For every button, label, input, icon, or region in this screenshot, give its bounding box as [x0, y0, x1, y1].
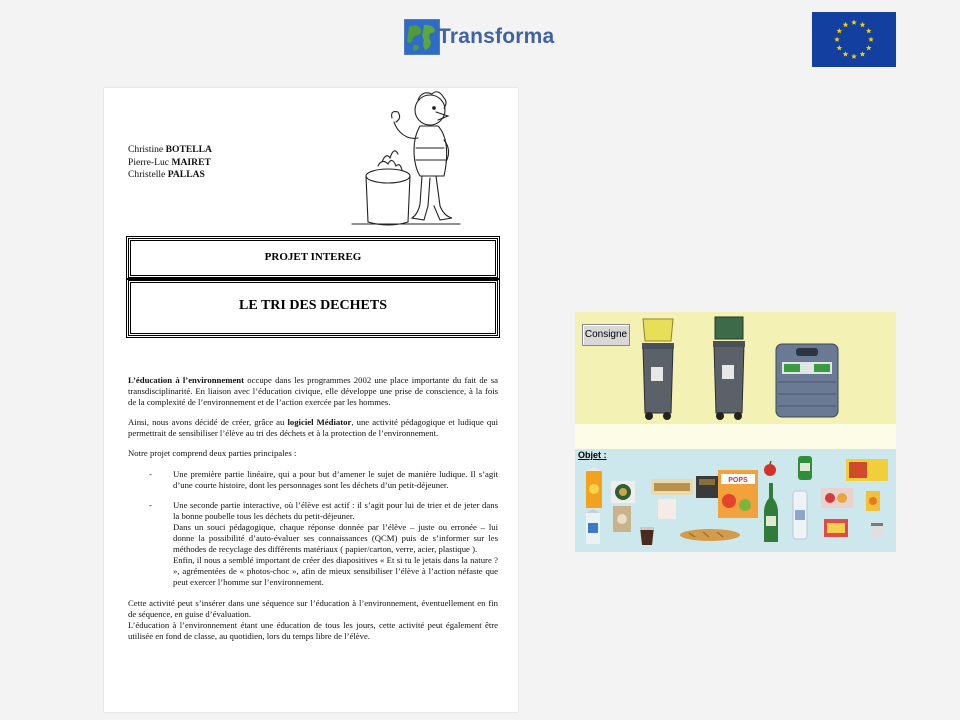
- eu-flag-icon: [812, 12, 896, 67]
- boy-throwing-trash-illustration: [348, 88, 468, 234]
- jar-lid-icon[interactable]: [610, 480, 636, 504]
- apple-icon[interactable]: [763, 461, 777, 477]
- document-page: [104, 88, 518, 712]
- plastic-bottle-icon[interactable]: [791, 490, 809, 540]
- soda-can-icon[interactable]: [797, 455, 813, 481]
- paragraph: L’éducation à l’environnement occupe dans les programmes 2002 une place importante du fait de sa transdisciplinarité. En liaison avec l’éducation civique, elle développe une prise de conscience, à la fois de la complexité de l’environnement et de l’action exercée par les hommes.: [128, 375, 498, 408]
- transforma-logo: [404, 18, 554, 56]
- list-item: - Une première partie linéaire, qui a pour but d’amener le sujet de manière ludique. Il s’agit d’une courte histoire, dont les personnages sont les déchets d’un petit-déjeuner.: [149, 468, 498, 490]
- authors-list: [128, 144, 212, 182]
- author-line: Christine BOTELLA: [128, 144, 212, 155]
- juice-carton-icon[interactable]: [585, 467, 603, 509]
- tea-box-icon[interactable]: [845, 458, 889, 482]
- glass-bottle-icon[interactable]: [763, 482, 779, 544]
- globe-icon: [404, 19, 440, 55]
- document-title: LE TRI DES DECHETS: [239, 298, 387, 313]
- biscuit-pack-icon[interactable]: [650, 477, 694, 497]
- paragraph: L’éducation à l’environnement étant une éducation de tous les jours, cette activité peut également être utilisée en fond de classe, au quotidien, lors du temps libre de l’élève.: [128, 619, 498, 641]
- list-item: - Une seconde partie interactive, où l’élève est actif : il s’agit pour lui de trier et de jeter dans la bonne poubelle tous les déchets du petit-déjeuner. Dans un souci pédagogique, chaque réponse donnée par l’élève – juste ou erronée – lui donne la possibilité d’auto-évaluer ses connaissances (QCM) puis de s’informer sur les méthodes de recyclage des différents matériaux ( papier/carton, verre, acier, plastique ). Enfin, il nous a semblé important de créer des diapositives « Et si tu le jetais dans la nature ? », agrémentées de « photos-choc », afin de mieux sensibiliser l’élève à l’action néfaste que peut exercer l’homme sur l’environnement.: [149, 499, 498, 588]
- juice-brick-icon[interactable]: [865, 490, 881, 512]
- yogurt-cup-icon[interactable]: [639, 526, 655, 546]
- logo-text: Transforma: [438, 25, 555, 48]
- napkin-icon[interactable]: [657, 498, 677, 520]
- svg-text:POPS: POPS: [728, 477, 748, 484]
- consigne-button[interactable]: Consigne: [582, 324, 630, 346]
- author-line: Christelle PALLAS: [128, 169, 205, 180]
- fruit-pack-icon[interactable]: [820, 487, 854, 509]
- objet-label: Objet :: [578, 450, 607, 460]
- dark-box-icon[interactable]: [695, 475, 719, 499]
- glass-collection-bin-icon[interactable]: [774, 342, 840, 419]
- small-jar-icon[interactable]: [869, 522, 885, 538]
- green-lid-bin-icon[interactable]: [712, 315, 746, 421]
- paragraph: Ainsi, nous avons décidé de créer, grâce au logiciel Médiator, une activité pédagogique et ludique qui permettrait de sensibiliser l’élève au tri des déchets et à la protection de l’environnement.: [128, 417, 498, 439]
- document-body: [128, 375, 498, 651]
- project-title-box: [128, 238, 498, 278]
- paragraph: Cette activité peut s’insérer dans une séquence sur l’éducation à l’environnement, éventuellement en fin de séquence, en guise d’évaluation.: [128, 597, 498, 619]
- paragraph: Notre projet comprend deux parties principales :: [128, 448, 297, 459]
- milk-carton-icon[interactable]: [585, 509, 601, 545]
- author-line: Pierre-Luc MAIRET: [128, 156, 211, 168]
- project-title: PROJET INTEREG: [264, 251, 362, 263]
- baguette-icon[interactable]: [679, 528, 741, 542]
- cereal-box-icon[interactable]: [717, 469, 759, 519]
- paper-bag-icon[interactable]: [611, 505, 633, 533]
- sorting-software-screenshot: [575, 312, 896, 552]
- yellow-lid-bin-icon[interactable]: [641, 317, 675, 421]
- candy-box-icon[interactable]: [823, 518, 849, 538]
- panel-divider: [575, 424, 896, 449]
- document-title-box: [128, 280, 498, 336]
